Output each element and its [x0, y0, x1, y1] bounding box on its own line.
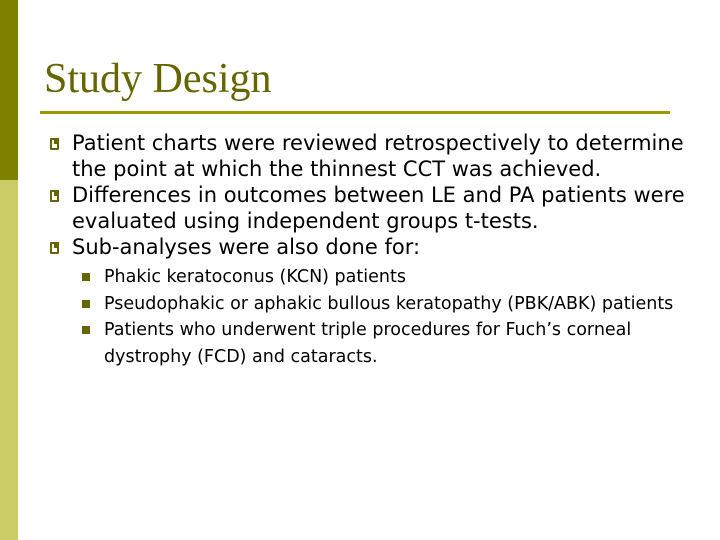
filled-square-bullet-icon: [82, 300, 90, 308]
slide-body: [40, 130, 710, 370]
decorative-side-bar-light: [0, 180, 18, 540]
slide-title: Study Design: [44, 56, 272, 102]
filled-square-bullet-icon: [82, 273, 90, 281]
sub-bullet-list: [40, 264, 710, 370]
bullet-item: [40, 234, 710, 260]
bullet-text: Sub-analyses were also done for:: [72, 235, 421, 259]
sub-bullet-item: [72, 264, 710, 291]
bullet-item: [40, 182, 710, 234]
sub-bullet-item: [72, 317, 710, 370]
title-underline: [40, 111, 670, 114]
square-bullet-icon: [50, 190, 59, 202]
sub-bullet-item: [72, 291, 710, 318]
bullet-text: Patient charts were reviewed retrospectively to determine the point at which the thinnest CCT was achieved.: [72, 131, 684, 181]
decorative-side-bar-dark: [0, 0, 18, 180]
sub-bullet-text: Patients who underwent triple procedures for Fuch’s corneal dystrophy (FCD) and cataracts.: [104, 320, 632, 367]
bullet-item: [40, 130, 710, 182]
filled-square-bullet-icon: [82, 326, 90, 334]
square-bullet-icon: [50, 242, 59, 254]
sub-bullet-text: Pseudophakic or aphakic bullous keratopathy (PBK/ABK) patients: [104, 293, 674, 314]
bullet-text: Differences in outcomes between LE and PA patients were evaluated using independent groups t-tests.: [72, 183, 685, 233]
square-bullet-icon: [50, 138, 59, 150]
sub-bullet-text: Phakic keratoconus (KCN) patients: [104, 267, 406, 287]
